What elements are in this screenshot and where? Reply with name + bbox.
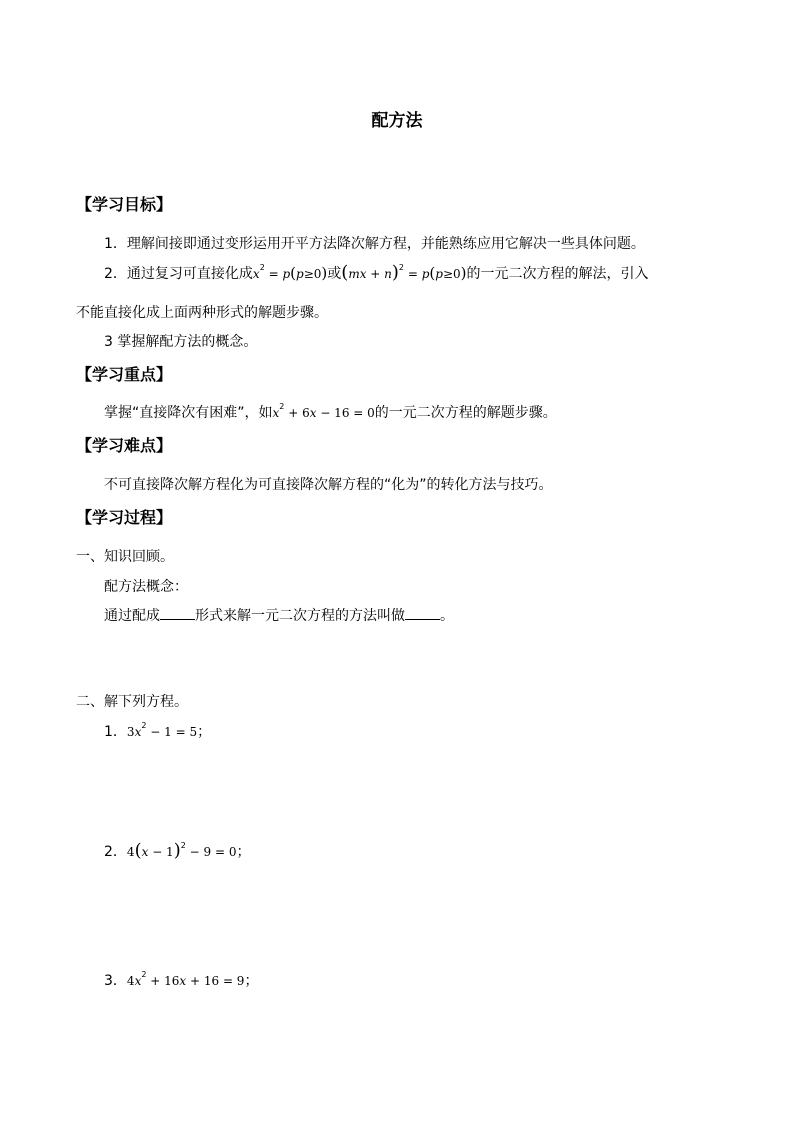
formula-x2-6x-16: $x^2 + 6x - 16 = 0$ (272, 402, 375, 420)
fill-blank-1[interactable] (160, 607, 195, 620)
exercises-heading: 二、解下列方程。 (76, 694, 188, 710)
section-heading-key-points: 【学习重点】 (76, 365, 173, 384)
formula-4-x-1-squared: $4(x - 1)^2 - 9 = 0$ (126, 840, 237, 861)
objective-item-3: 3 掌握解配方法的概念。 (104, 334, 258, 350)
exercise-item-1: 1．$3x^2 - 1 = 5$； (104, 721, 212, 740)
difficulty-text: 不可直接降次解方程化为可直接降次解方程的“化为”的转化方法与技巧。 (104, 477, 553, 493)
section-heading-process: 【学习过程】 (76, 508, 173, 527)
formula-mx-n-squared: (mx + n)$^2$ = p(p≥0) (341, 262, 467, 283)
concept-label: 配方法概念： (104, 579, 188, 595)
formula-4x2-16x-16: $4x^2 + 16x + 16 = 9$ (126, 970, 245, 988)
page-title: 配方法 (371, 111, 423, 131)
section-heading-difficulties: 【学习难点】 (76, 436, 173, 455)
exercise-item-3: 3．$4x^2 + 16x + 16 = 9$； (104, 970, 259, 989)
concept-fill-in: 通过配成 形式来解一元二次方程的方法叫做 。 (104, 608, 454, 624)
objective-item-1: 1．理解间接即通过变形运用开平方法降次解方程，并能熟练应用它解决一些具体问题。 (104, 236, 645, 252)
objective-item-2-continued: 不能直接化成上面两种形式的解题步骤。 (76, 305, 328, 321)
formula-x2-p: $x^2 = p(p\ge 0)$ (252, 263, 328, 282)
exercise-item-2: 2．$4(x - 1)^2 - 9 = 0$； (104, 840, 251, 861)
key-point-text: 掌握“直接降次有困难”，如$x^2 + 6x - 16 = 0$的一元二次方程的解题步骤。 (104, 402, 557, 421)
section-heading-objectives: 【学习目标】 (76, 195, 173, 214)
formula-3x2-1-5: $3x^2 - 1 = 5$ (126, 721, 198, 739)
fill-blank-2[interactable] (405, 607, 440, 620)
objective-item-2: 2．通过复习可直接化成$x^2 = p(p\ge 0)$或(mx + n)$^2$ = p(p≥0)的一元二次方程的解法，引入 (104, 262, 649, 283)
review-heading: 一、知识回顾。 (76, 549, 174, 565)
